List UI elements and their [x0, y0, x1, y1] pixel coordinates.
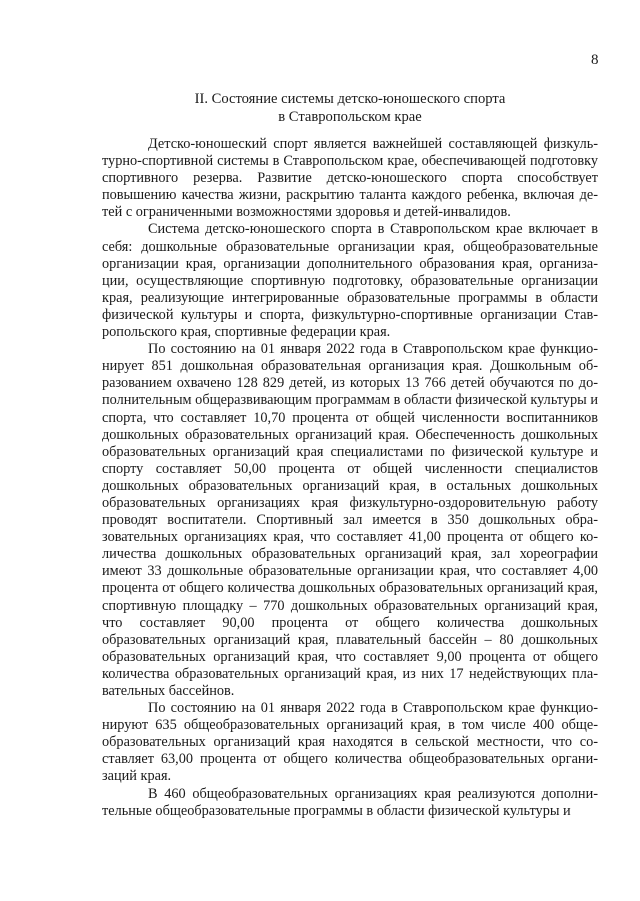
- section-heading-line-2: в Ставропольском крае: [278, 109, 422, 125]
- paragraph-1: Детско-юношеский спорт является важнейшей составляющей физкультурно-спортивной системы в Ставропольском крае, обеспечивающей подготовку спортивного резерва. Развитие детско-юношеского спорта способствует повышению качества жизни, раскрытию таланта каждого ребенка, включая детей с ограниченными возможностями здоровья и детей-инвалидов.: [102, 136, 598, 221]
- paragraph-4: По состоянию на 01 января 2022 года в Ставропольском крае функционируют 635 общеобразовательных организаций края, в том числе 400 общеобразовательных организаций края находятся в сельской местности, что составляет 63,00 процента от общего количества общеобразовательных организаций края.: [102, 700, 598, 785]
- section-heading: [100, 90, 600, 126]
- paragraph-5: В 460 общеобразовательных организациях края реализуются дополнительные общеобразовательные программы в области физической культуры и: [102, 785, 598, 819]
- paragraph-3: По состоянию на 01 января 2022 года в Ставропольском крае функционирует 851 дошкольная образовательная организация края. Дошкольным образованием охвачено 128 829 детей, из которых 13 766 детей обучаются по дополнительным общеразвивающим программам в области физической культуры и спорта, что составляет 10,70 процента от общей численности воспитанников дошкольных образовательных организаций края. Обеспеченность дошкольных образовательных организаций края специалистами по физической культуре и спорту составляет 50,00 процента от общей численности специалистов дошкольных образовательных организаций края, в остальных дошкольных образовательных организациях края физкультурно-оздоровительную работу проводят воспитатели. Спортивный зал имеется в 350 дошкольных образовательных организациях края, что составляет 41,00 процента от общего количества дошкольных образовательных организаций края, зал хореографии имеют 33 дошкольные образовательные организации края, что составляет 4,00 процента от общего количества дошкольных образовательных организаций края, спортивную площадку – 770 дошкольных образовательных организаций края, что составляет 90,00 процента от общего количества дошкольных образовательных организаций края, плавательный бассейн – 80 дошкольных образовательных организаций края, что составляет 9,00 процента от общего количества образовательных организаций края, из них 17 недействующих плавательных бассейнов.: [102, 341, 598, 699]
- section-heading-line-1: II. Состояние системы детско-юношеского спорта: [194, 91, 506, 107]
- page-number: 8: [591, 52, 599, 68]
- document-body: [102, 136, 598, 820]
- paragraph-2: Система детско-юношеского спорта в Ставропольском крае включает в себя: дошкольные образовательные организации края, общеобразовательные организации края, организации дополнительного образования края, организации, осуществляющие спортивную подготовку, образовательные организации края, реализующие интегрированные образовательные программы в области физической культуры и спорта, физкультурно-спортивные организации Ставропольского края, спортивные федерации края.: [102, 221, 598, 341]
